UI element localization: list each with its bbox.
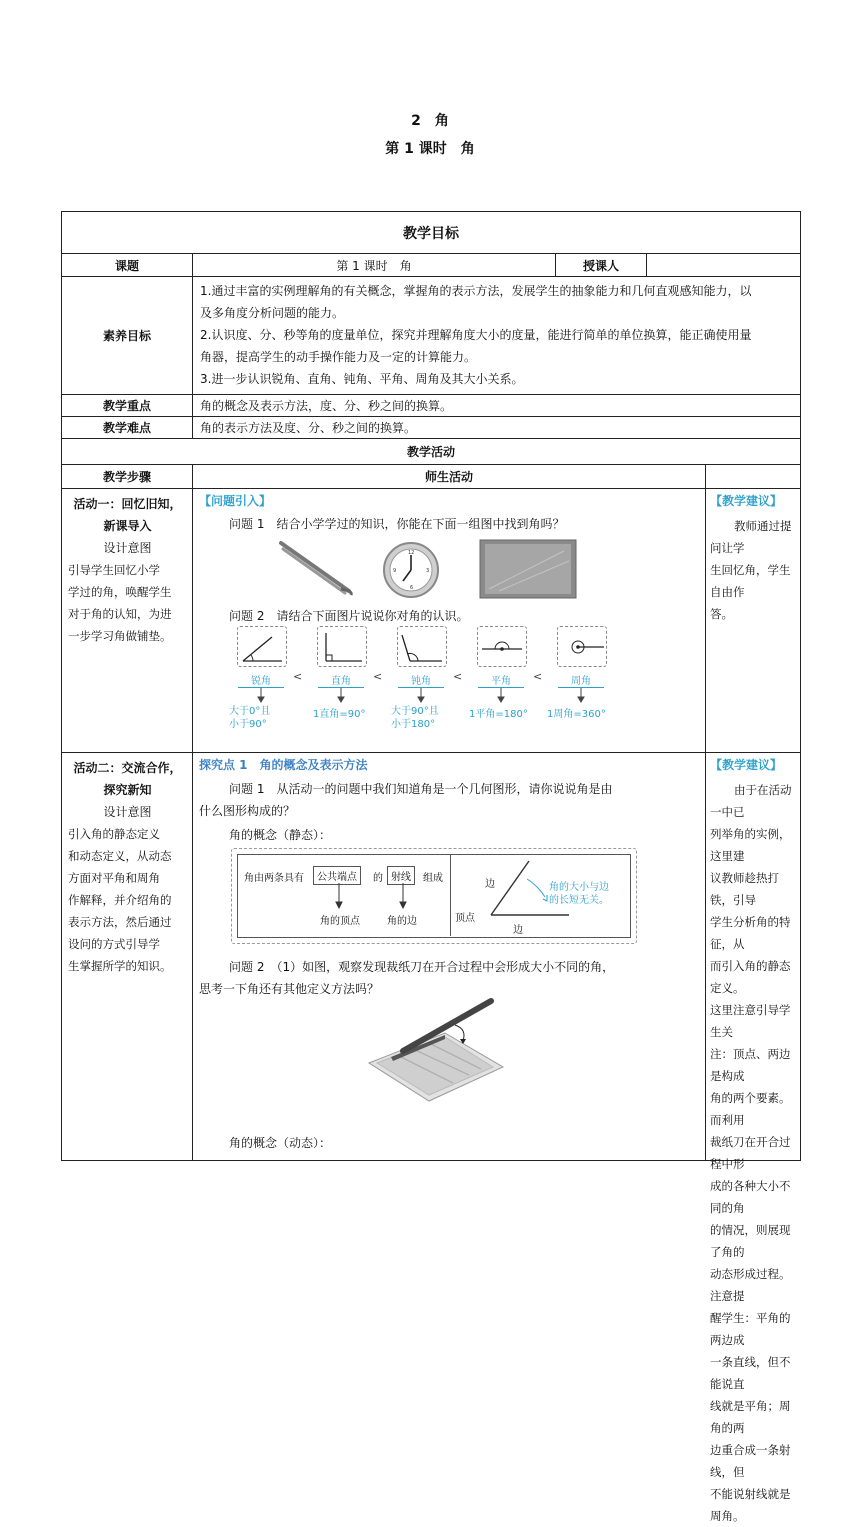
def-part3: 组成	[423, 873, 443, 884]
straight-angle-desc: 1平角=180°	[469, 709, 528, 720]
angle-size-note: 角的大小与边 的长短无关。	[549, 882, 609, 906]
straight-angle-icon	[478, 627, 526, 666]
svg-text:9: 9	[393, 568, 397, 574]
lesson-plan-table	[61, 211, 801, 1523]
difficulty-label: 教学难点	[62, 417, 193, 439]
objectives-title: 教学目标	[62, 212, 801, 254]
activity2-suggest-text: 由于在活动一中已 列举角的实例，这里建 议教师趁热打铁，引导 学生分析角的特征，从 而引入角的静态定义。 这里注意引导学生关 注：顶点、两边是构成 角的两个要素。而利用 裁纸刀在开合过程中形 成的各种大小不同的角 的情况，则展现了角的 动态形成过程。注意提 醒学生：平角的两边成 一条直线，但不能说直 线就是平角；周角的两 边重合成一条射线，但 不能说射线就是周角。	[710, 783, 792, 1523]
problem-intro-tag: 【问题引入】	[199, 494, 272, 508]
less-than-sign: <	[293, 670, 303, 683]
teacher-label: 授课人	[556, 254, 647, 277]
steps-label: 教学步骤	[62, 465, 193, 489]
full-angle-desc: 1周角=360°	[547, 709, 606, 720]
obtuse-angle-desc: 大于90°且 小于180°	[391, 706, 439, 730]
acute-angle-desc: 大于0°且 小于90°	[229, 706, 271, 730]
key-point-value: 角的概念及表示方法，度、分、秒之间的换算。	[193, 395, 801, 417]
activity2-design-text: 引入角的静态定义 和动态定义，从动态 方面对平角和周角 作解释，并介绍角的 表示方法，然后通过 设问的方式引导学 生掌握所学的知识。	[68, 827, 172, 973]
activity1-step-cell	[62, 489, 193, 753]
course-label: 课题	[62, 254, 193, 277]
right-angle-icon	[318, 627, 366, 666]
activity2-title: 活动二：交流合作， 探究新知	[73, 761, 182, 797]
less-than-sign: <	[373, 670, 383, 683]
activity1-suggest-text: 教师通过提问让学 生回忆角，学生自由作 答。	[710, 519, 792, 621]
definition-arrows	[313, 881, 433, 911]
frame-image	[479, 539, 577, 599]
obtuse-angle-box	[397, 626, 447, 667]
angle-arrows	[233, 687, 613, 703]
goal-line: 及多角度分析问题的能力。	[200, 306, 345, 320]
straight-angle-name: 平角	[478, 672, 524, 688]
common-endpoint-box: 公共端点	[313, 866, 361, 885]
goal-line: 3.进一步认识锐角、直角、钝角、平角、周角及其大小关系。	[200, 372, 524, 386]
activity2-question-2-line1: 问题 2 （1）如图，观察发现裁纸刀在开合过程中会形成大小不同的角，	[229, 960, 615, 974]
activity2-question-2-line2: 思考一下角还有其他定义方法吗？	[199, 982, 380, 996]
activity1-question-1: 问题 1 结合小学学过的知识，你能在下面一组图中找到角吗？	[229, 517, 565, 531]
svg-text:12: 12	[408, 550, 415, 556]
lesson-title: 第 1 课时 角	[385, 141, 475, 157]
key-point-label: 教学重点	[62, 395, 193, 417]
activity2-content	[193, 753, 706, 1161]
full-angle-name: 周角	[558, 672, 604, 688]
goal-line: 1.通过丰富的实例理解角的有关概念，掌握角的表示方法，发展学生的抽象能力和几何直观感知能力，以	[200, 284, 752, 298]
goals-cell	[193, 277, 801, 395]
dynamic-concept-label: 角的概念（动态）：	[229, 1136, 332, 1150]
clock-image	[381, 541, 441, 599]
side-label: 角的边	[387, 916, 417, 927]
activity1-title: 活动一：回忆旧知， 新课导入	[73, 497, 182, 533]
goal-line: 角器，提高学生的动手操作能力及一定的计算能力。	[200, 350, 477, 364]
activity2-suggest-cell	[706, 753, 801, 1523]
full-angle-box	[557, 626, 607, 667]
obtuse-angle-name: 钝角	[398, 672, 444, 688]
teacher-value	[647, 254, 801, 277]
figure-vertex-label: 顶点	[455, 913, 475, 924]
obtuse-angle-icon	[398, 627, 446, 666]
def-part1: 角由两条具有	[244, 873, 304, 884]
def-part2: 的	[373, 873, 383, 884]
activity2-suggest-tag: 【教学建议】	[710, 758, 783, 772]
course-value: 第 1 课时 角	[193, 254, 556, 277]
svg-text:6: 6	[410, 585, 414, 591]
difficulty-value: 角的表示方法及度、分、秒之间的换算。	[193, 417, 801, 439]
exploration-point-1: 探究点 1 角的概念及表示方法	[199, 758, 368, 772]
paper-cutter-image	[363, 995, 509, 1107]
vertex-label: 角的顶点	[320, 916, 360, 927]
svg-text:3: 3	[426, 568, 430, 574]
activity-label: 师生活动	[193, 465, 706, 489]
static-concept-label: 角的概念（静态）：	[229, 828, 332, 842]
activity2-step-cell	[62, 753, 193, 1161]
activity1-content	[193, 489, 706, 753]
goals-label: 素养目标	[62, 277, 193, 395]
acute-angle-name: 锐角	[238, 672, 284, 688]
activity1-question-2: 问题 2 请结合下面图片说说你对角的认识。	[229, 609, 469, 623]
goal-line: 2.认识度、分、秒等角的度量单位，探究并理解角度大小的度量，能进行简单的单位换算，能正确使用量	[200, 328, 752, 342]
figure-side-label: 边	[485, 879, 495, 890]
activity1-suggest-tag: 【教学建议】	[710, 494, 783, 508]
less-than-sign: <	[453, 670, 463, 683]
activity2-design-label: 设计意图	[103, 805, 152, 819]
acute-angle-icon	[238, 627, 286, 666]
less-than-sign: <	[533, 670, 543, 683]
activities-title: 教学活动	[62, 439, 801, 465]
ray-box: 射线	[387, 866, 415, 885]
tongs-image	[277, 539, 357, 597]
activity2-question-1-line1: 问题 1 从活动一的问题中我们知道角是一个几何图形，请你说说角是由	[229, 782, 613, 796]
activity1-design-text: 引导学生回忆小学 学过的角，唤醒学生 对于角的认知，为进 一步学习角做铺垫。	[68, 563, 172, 643]
activity1-design-label: 设计意图	[103, 541, 152, 555]
acute-angle-box	[237, 626, 287, 667]
right-angle-box	[317, 626, 367, 667]
full-angle-icon	[558, 627, 606, 666]
right-angle-desc: 1直角=90°	[313, 709, 366, 720]
chapter-title: 2 角	[411, 113, 449, 129]
activity1-suggest-cell	[706, 489, 801, 753]
right-angle-name: 直角	[318, 672, 364, 688]
straight-angle-box	[477, 626, 527, 667]
figure-side-label: 边	[513, 925, 523, 936]
activity2-question-1-line2: 什么图形构成的？	[199, 804, 296, 818]
